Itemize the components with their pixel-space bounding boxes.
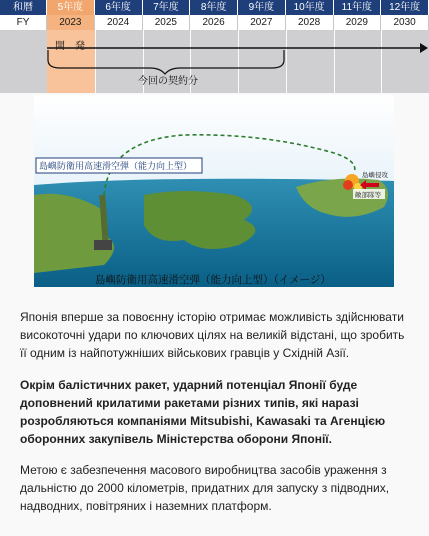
arrow-right-icon — [420, 43, 428, 53]
target-label-invasion: 島嶼侵攻 — [362, 172, 388, 179]
era-2030: 12年度 — [381, 0, 429, 15]
article-paragraph-3: Метою є забезпечення масового виробництва засобів ураження з дальністю до 2000 кілометрів, придатних для запуску з підводних, надводних, повітряних і наземних платформ. — [20, 463, 390, 513]
missile-label: 島嶼防衛用高速滑空弾（能力向上型） — [39, 161, 193, 171]
fy-2029: 2029 — [334, 15, 382, 30]
article-paragraph-2: Окрім балістичних ракет, ударний потенціал Японії буде доповнений крилатими ракетами різних типів, які наразі розробляються компаніями Mitsubishi, Kawasaki та Агенцією оборонних закупівель Міністерства оборони Японії. — [20, 378, 386, 446]
era-2027: 9年度 — [238, 0, 286, 15]
missile-illustration — [34, 95, 394, 287]
fy-2030: 2030 — [381, 15, 429, 30]
contract-bracket — [48, 50, 284, 74]
era-2026: 8年度 — [190, 0, 238, 15]
contract-label: 今回の契約分 — [138, 76, 198, 87]
fy-2028: 2028 — [286, 15, 334, 30]
target-label-enemy: 敵部隊等 — [355, 192, 381, 199]
era-2023: 5年度 — [47, 0, 95, 15]
era-2029: 11年度 — [334, 0, 382, 15]
fy-2025: 2025 — [143, 15, 191, 30]
era-2028: 10年度 — [286, 0, 334, 15]
era-2024: 6年度 — [95, 0, 143, 15]
development-label: 開発 — [55, 41, 95, 52]
fy-2027: 2027 — [238, 15, 286, 30]
program-timeline — [0, 0, 429, 93]
figure-caption: 島嶼防衛用高速滑空弾（能力向上型）（イメージ） — [95, 274, 331, 286]
era-label: 和暦 — [0, 0, 47, 15]
fy-2023: 2023 — [47, 15, 95, 30]
article-paragraph-1: Японія вперше за повоєнну історію отримає можливість здійснювати високоточні удари по ключових цілях на великій відстані, що зробить її одним із найпотужніших військових гравців у Східній Азії. — [20, 310, 405, 360]
fy-row — [0, 15, 429, 30]
fy-label: FY — [0, 15, 47, 30]
fy-2026: 2026 — [190, 15, 238, 30]
timeline-body — [0, 30, 429, 93]
fy-2024: 2024 — [95, 15, 143, 30]
era-row — [0, 0, 429, 15]
era-2025: 7年度 — [143, 0, 191, 15]
